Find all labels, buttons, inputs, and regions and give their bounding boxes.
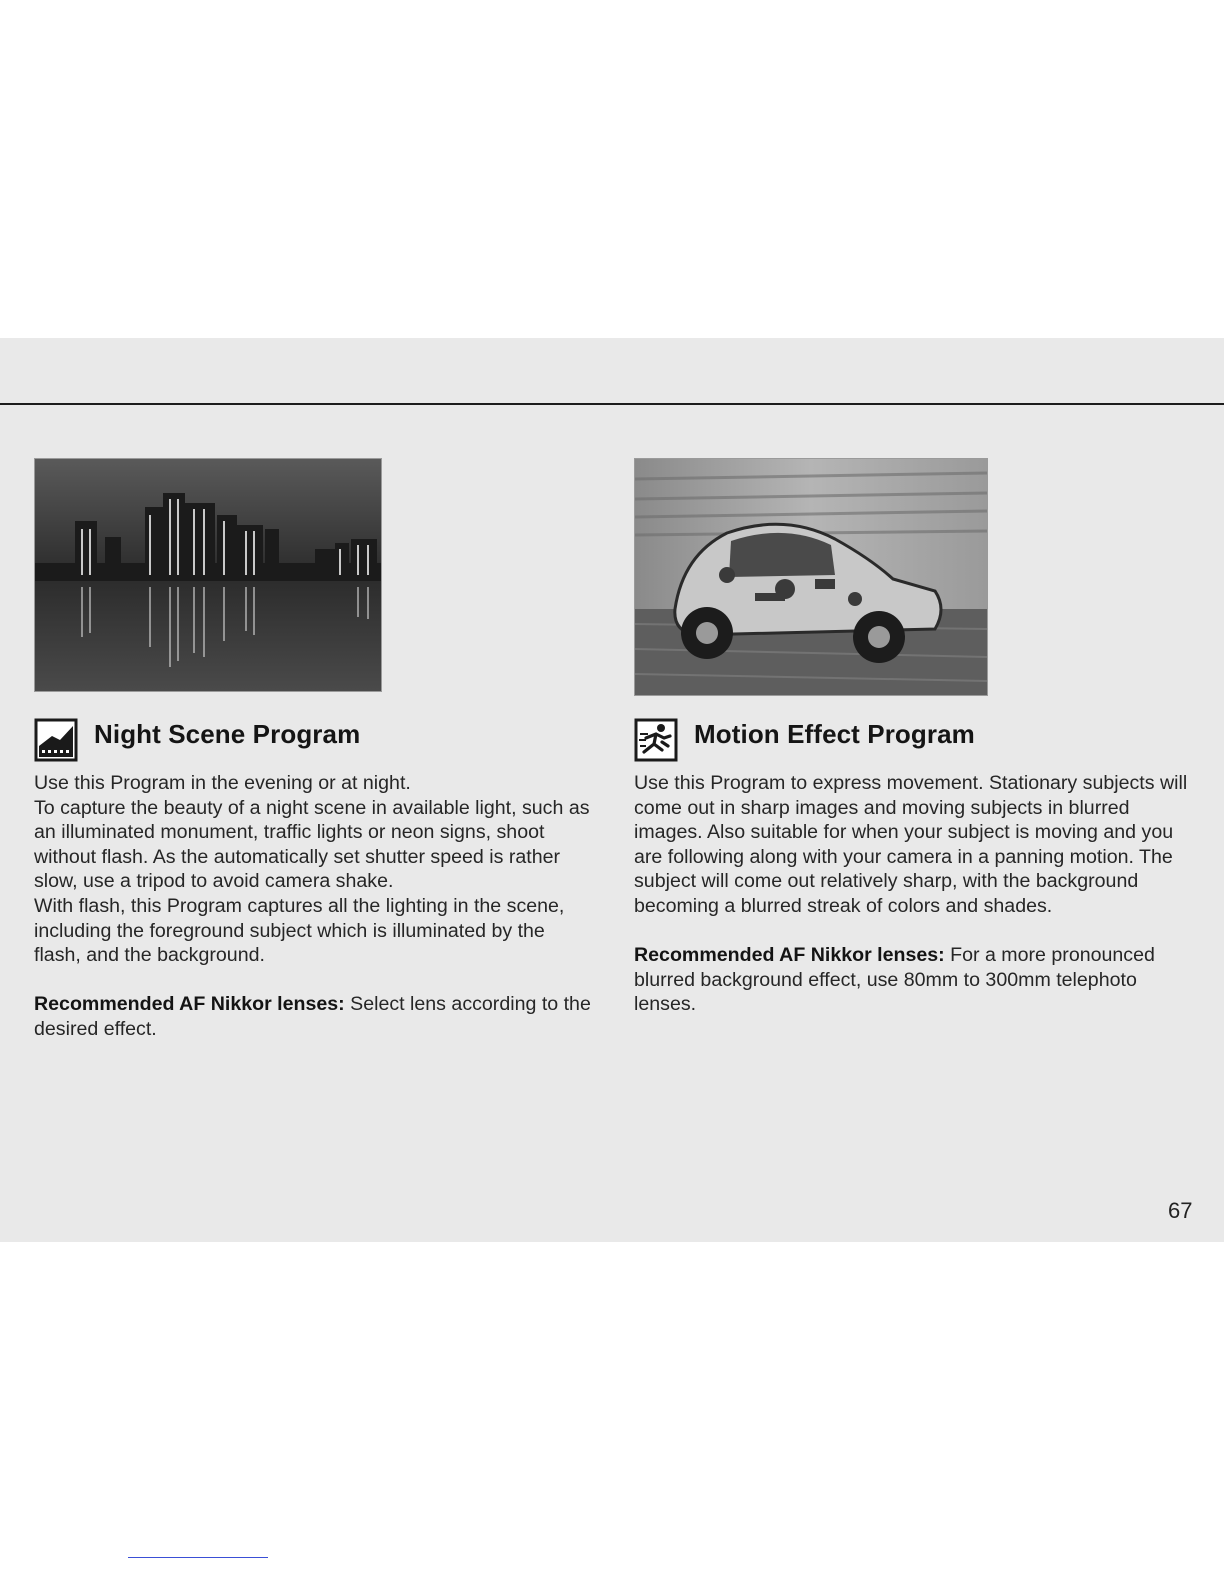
night-lens-recommendation (34, 992, 594, 1041)
footer-underline (128, 1557, 268, 1558)
header-rule (0, 403, 1224, 405)
night-scene-icon (34, 718, 78, 762)
motion-lens-text: For a more pronounced blurred background effect, use 80mm to 300mm telephoto lenses. (634, 944, 1155, 1016)
night-paragraph-3: With flash, this Program captures all the lighting in the scene, including the foreground subject which is illuminated by the flash, and the background. (34, 894, 565, 967)
motion-lens-recommendation (634, 943, 1194, 1017)
night-lens-text: Select lens according to the desired effect. (34, 993, 591, 1040)
motion-effect-icon (634, 718, 678, 762)
night-paragraph-2: To capture the beauty of a night scene in available light, such as an illuminated monument, traffic lights or neon signs, shoot without flash. As the automatically set shutter speed is rather slow, use a tripod to avoid camera shake. (34, 796, 590, 893)
motion-effect-heading (634, 718, 975, 762)
night-scene-photo (34, 458, 382, 692)
night-paragraph-1: Use this Program in the evening or at night. (34, 772, 411, 794)
page-number: 67 (1168, 1198, 1193, 1223)
motion-effect-text (634, 771, 1194, 1017)
night-scene-title: Night Scene Program (94, 718, 361, 749)
motion-effect-title: Motion Effect Program (694, 718, 975, 749)
motion-paragraph-1: Use this Program to express movement. Stationary subjects will come out in sharp images and moving subjects in blurred images. Also suitable for when your subject is moving and you are following along with your camera in a panning motion. The subject will come out relatively sharp, with the background becoming a blurred streak of colors and shades. (634, 772, 1188, 917)
night-scene-heading (34, 718, 360, 762)
night-scene-text (34, 771, 594, 1042)
motion-lens-label: Recommended AF Nikkor lenses: (634, 944, 945, 967)
motion-effect-photo (634, 458, 988, 696)
night-lens-label: Recommended AF Nikkor lenses: (34, 993, 345, 1016)
